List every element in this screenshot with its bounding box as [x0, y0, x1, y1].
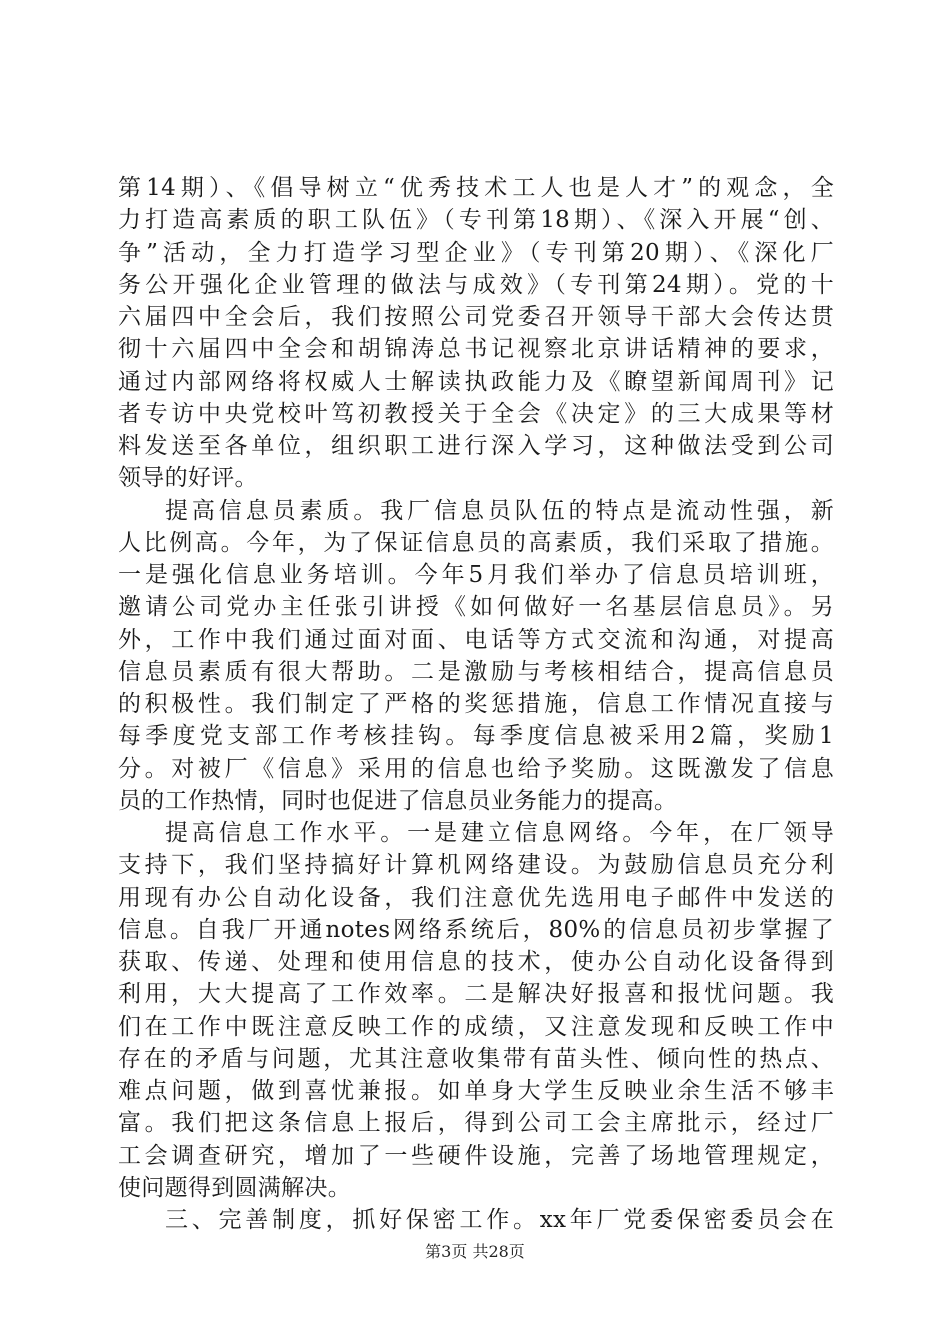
text-line: 工会调查研究，增加了一些硬件设施，完善了场地管理规定，	[118, 1142, 834, 1169]
text-line: 人比例高。今年，为了保证信息员的高素质，我们采取了措施。	[118, 529, 834, 556]
text-line: 提高信息工作水平。一是建立信息网络。今年，在厂领导	[165, 820, 834, 846]
text-line: 的积极性。我们制定了严格的奖惩措施，信息工作情况直接与	[118, 691, 834, 717]
text-line: 一是强化信息业务培训。今年5月我们举办了信息员培训班，	[118, 562, 834, 588]
text-line: 信息员素质有很大帮助。二是激励与考核相结合，提高信息员	[118, 658, 834, 685]
text-line: 三、完善制度，抓好保密工作。xx年厂党委保密委员会在	[165, 1207, 834, 1233]
text-line: 分。对被厂《信息》采用的信息也给予奖励。这既激发了信息	[118, 755, 834, 782]
text-line: 务公开强化企业管理的做法与成效》（专刊第24期）。党的十	[118, 271, 834, 298]
text-line: 领导的好评。	[118, 465, 258, 492]
text-line: 支持下，我们坚持搞好计算机网络建设。为鼓励信息员充分利	[118, 852, 834, 879]
text-line: 获取、传递、处理和使用信息的技术，使办公自动化设备得到	[118, 949, 834, 975]
text-line: 邀请公司党办主任张引讲授《如何做好一名基层信息员》。另	[118, 594, 834, 621]
text-line: 难点问题，做到喜忧兼报。如单身大学生反映业余生活不够丰	[118, 1078, 834, 1104]
text-line: 富。我们把这条信息上报后，得到公司工会主席批示，经过厂	[118, 1110, 834, 1137]
text-line: 六届四中全会后，我们按照公司党委召开领导干部大会传达贯	[118, 304, 834, 330]
text-line: 提高信息员素质。我厂信息员队伍的特点是流动性强，新	[165, 497, 834, 524]
text-line: 信息。自我厂开通notes网络系统后，80%的信息员初步掌握了	[118, 916, 834, 943]
text-line: 利用，大大提高了工作效率。二是解决好报喜和报忧问题。我	[118, 981, 834, 1008]
text-line: 料发送至各单位，组织职工进行深入学习，这种做法受到公司	[118, 433, 834, 459]
text-line: 们在工作中既注意反映工作的成绩，又注意发现和反映工作中	[118, 1013, 834, 1040]
text-line: 力打造高素质的职工队伍》（专刊第18期）、《深入开展“创、	[118, 207, 834, 234]
text-line: 彻十六届四中全会和胡锦涛总书记视察北京讲话精神的要求，	[118, 336, 834, 363]
text-line: 存在的矛盾与问题，尤其注意收集带有苗头性、倾向性的热点、	[118, 1045, 834, 1072]
text-line: 使问题得到圆满解决。	[118, 1174, 351, 1201]
text-line: 者专访中央党校叶笃初教授关于全会《决定》的三大成果等材	[118, 400, 834, 427]
text-line: 争”活动，全力打造学习型企业》（专刊第20期）、《深化厂	[118, 239, 834, 266]
text-line: 每季度党支部工作考核挂钩。每季度信息被采用2篇，奖励1	[118, 723, 834, 750]
page-footer: 第3页 共28页	[425, 1242, 525, 1261]
text-line: 用现有办公自动化设备，我们注意优先选用电子邮件中发送的	[118, 884, 834, 911]
text-line: 外，工作中我们通过面对面、电话等方式交流和沟通，对提高	[118, 626, 834, 653]
text-line: 通过内部网络将权威人士解读执政能力及《瞭望新闻周刊》记	[118, 368, 834, 395]
text-line: 员的工作热情，同时也促进了信息员业务能力的提高。	[118, 787, 678, 814]
body-text	[118, 172, 834, 1236]
text-line: 第14期）、《倡导树立“优秀技术工人也是人才”的观念，全	[118, 175, 834, 201]
